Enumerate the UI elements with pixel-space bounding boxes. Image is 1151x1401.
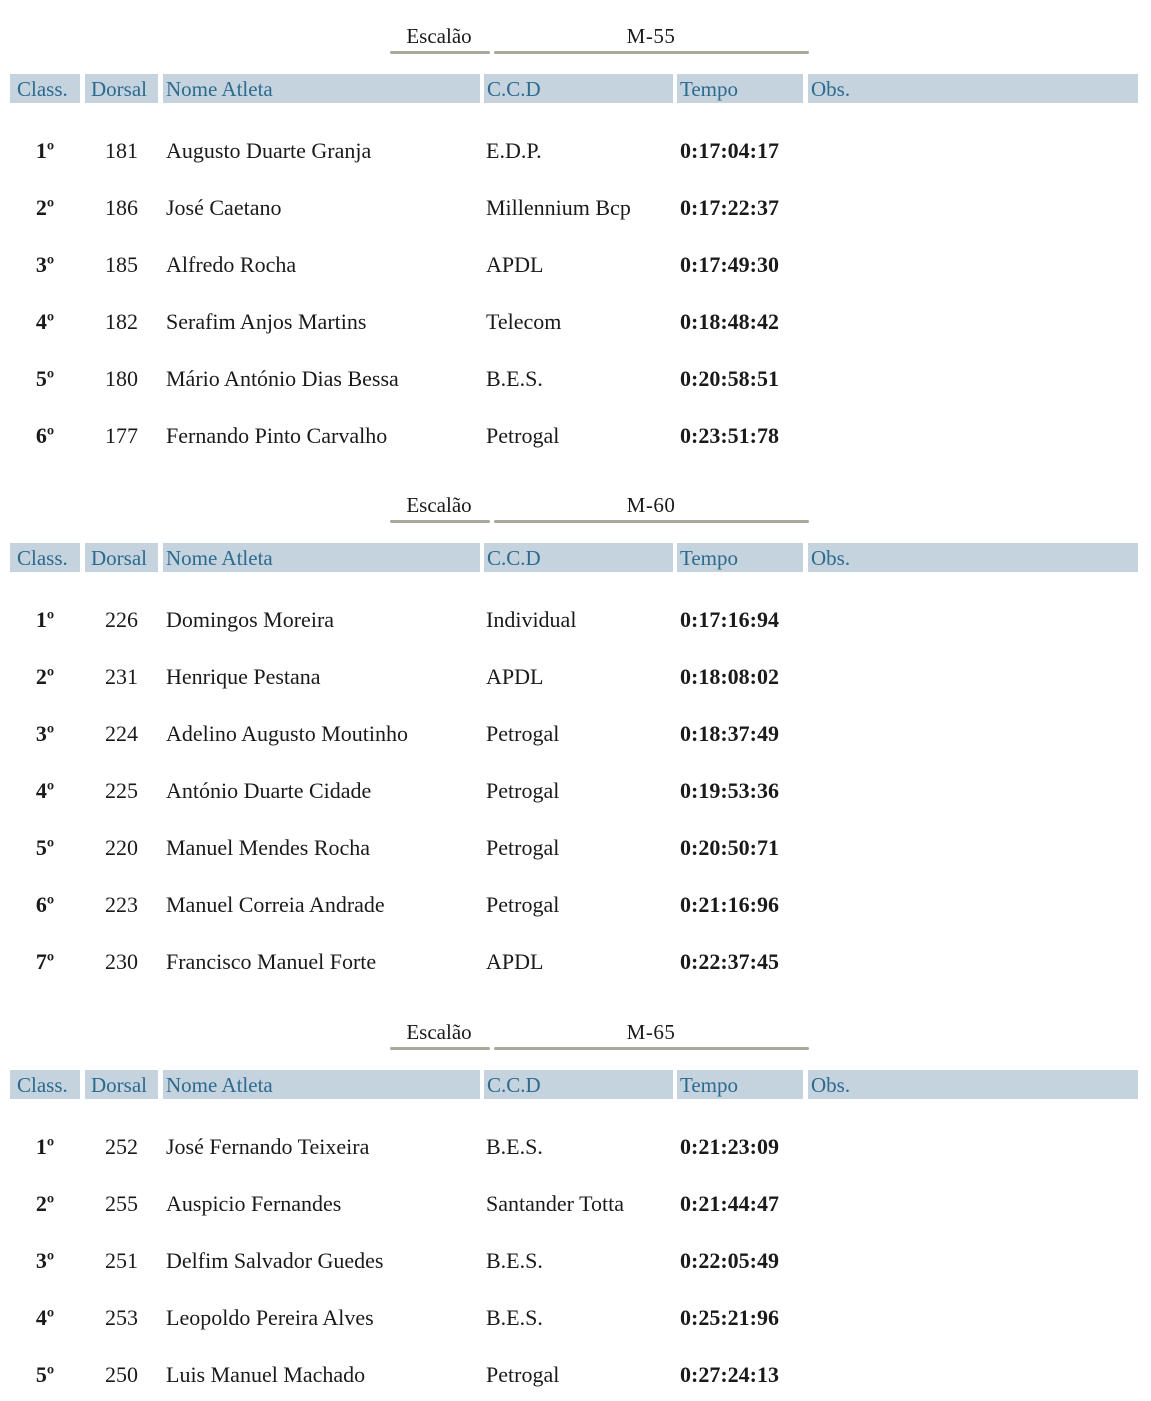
cell-dorsal: 185 xyxy=(105,252,138,277)
column-header-ccd: C.C.D xyxy=(484,74,673,103)
cell-class: 4º xyxy=(35,1305,55,1330)
cell-ccd: APDL xyxy=(486,949,544,974)
cell-class: 2º xyxy=(35,1191,55,1216)
cell-tempo: 0:21:23:09 xyxy=(680,1134,779,1159)
escalao-label: Escalão xyxy=(406,1020,472,1044)
table-row xyxy=(0,1127,1151,1167)
cell-tempo: 0:17:04:17 xyxy=(680,138,779,163)
cell-ccd: E.D.P. xyxy=(486,138,542,163)
escalao-underline xyxy=(494,520,809,523)
table-row xyxy=(0,1355,1151,1395)
cell-tempo: 0:23:51:78 xyxy=(680,423,779,448)
cell-ccd: APDL xyxy=(486,252,544,277)
cell-dorsal: 252 xyxy=(105,1134,138,1159)
cell-class: 7º xyxy=(35,949,55,974)
cell-dorsal: 226 xyxy=(105,607,138,632)
cell-dorsal: 186 xyxy=(105,195,138,220)
cell-tempo: 0:21:44:47 xyxy=(680,1191,779,1216)
cell-tempo: 0:17:49:30 xyxy=(680,252,779,277)
cell-nome: Francisco Manuel Forte xyxy=(166,949,377,974)
table-row xyxy=(0,188,1151,228)
table-row xyxy=(0,131,1151,171)
cell-nome: Manuel Mendes Rocha xyxy=(166,835,371,860)
escalao-underline xyxy=(390,520,490,523)
cell-class: 2º xyxy=(35,664,55,689)
table-row xyxy=(0,302,1151,342)
column-header-class: Class. xyxy=(10,543,80,572)
table-row xyxy=(0,600,1151,640)
table-row xyxy=(0,1184,1151,1224)
column-header-obs: Obs. xyxy=(808,543,1138,572)
cell-nome: Serafim Anjos Martins xyxy=(166,309,367,334)
escalao-value: M-65 xyxy=(626,1020,676,1044)
cell-tempo: 0:22:05:49 xyxy=(680,1248,779,1273)
column-header-tempo: Tempo xyxy=(677,543,803,572)
cell-nome: Domingos Moreira xyxy=(166,607,335,632)
cell-dorsal: 251 xyxy=(105,1248,138,1273)
cell-class: 3º xyxy=(35,721,55,746)
cell-nome: Luis Manuel Machado xyxy=(166,1362,366,1387)
column-header-tempo: Tempo xyxy=(677,1070,803,1099)
cell-class: 4º xyxy=(35,778,55,803)
cell-ccd: Petrogal xyxy=(486,835,560,860)
cell-ccd: Individual xyxy=(486,607,577,632)
cell-nome: Adelino Augusto Moutinho xyxy=(166,721,409,746)
cell-ccd: APDL xyxy=(486,664,544,689)
cell-tempo: 0:20:58:51 xyxy=(680,366,779,391)
table-row xyxy=(0,885,1151,925)
cell-dorsal: 225 xyxy=(105,778,138,803)
cell-class: 1º xyxy=(35,607,55,632)
cell-dorsal: 223 xyxy=(105,892,138,917)
column-header-ccd: C.C.D xyxy=(484,543,673,572)
table-row xyxy=(0,1241,1151,1281)
column-header-nome: Nome Atleta xyxy=(163,1070,480,1099)
cell-tempo: 0:17:16:94 xyxy=(680,607,779,632)
cell-nome: José Fernando Teixeira xyxy=(166,1134,370,1159)
cell-nome: Fernando Pinto Carvalho xyxy=(166,423,388,448)
cell-dorsal: 231 xyxy=(105,664,138,689)
cell-tempo: 0:22:37:45 xyxy=(680,949,779,974)
cell-tempo: 0:27:24:13 xyxy=(680,1362,779,1387)
cell-tempo: 0:18:37:49 xyxy=(680,721,779,746)
column-header-tempo: Tempo xyxy=(677,74,803,103)
cell-dorsal: 181 xyxy=(105,138,138,163)
cell-dorsal: 230 xyxy=(105,949,138,974)
cell-dorsal: 177 xyxy=(105,423,138,448)
cell-class: 5º xyxy=(35,835,55,860)
cell-dorsal: 220 xyxy=(105,835,138,860)
column-header-dorsal: Dorsal xyxy=(85,74,158,103)
table-row xyxy=(0,657,1151,697)
table-row xyxy=(0,416,1151,456)
cell-tempo: 0:17:22:37 xyxy=(680,195,779,220)
cell-class: 6º xyxy=(35,892,55,917)
cell-ccd: Petrogal xyxy=(486,892,560,917)
cell-nome: Augusto Duarte Granja xyxy=(166,138,372,163)
column-header-class: Class. xyxy=(10,74,80,103)
cell-class: 2º xyxy=(35,195,55,220)
table-row xyxy=(0,1298,1151,1338)
cell-ccd: Millennium Bcp xyxy=(486,195,631,220)
column-header-class: Class. xyxy=(10,1070,80,1099)
cell-class: 6º xyxy=(35,423,55,448)
cell-ccd: B.E.S. xyxy=(486,1305,543,1330)
column-header-obs: Obs. xyxy=(808,1070,1138,1099)
cell-dorsal: 250 xyxy=(105,1362,138,1387)
cell-nome: José Caetano xyxy=(166,195,282,220)
cell-nome: Delfim Salvador Guedes xyxy=(166,1248,384,1273)
cell-dorsal: 180 xyxy=(105,366,138,391)
table-row xyxy=(0,942,1151,982)
escalao-underline xyxy=(390,51,490,54)
column-header-dorsal: Dorsal xyxy=(85,543,158,572)
escalao-label: Escalão xyxy=(406,493,472,517)
cell-class: 5º xyxy=(35,1362,55,1387)
cell-nome: Henrique Pestana xyxy=(166,664,321,689)
table-row xyxy=(0,359,1151,399)
cell-dorsal: 182 xyxy=(105,309,138,334)
cell-class: 3º xyxy=(35,1248,55,1273)
cell-ccd: Telecom xyxy=(486,309,562,334)
cell-nome: Leopoldo Pereira Alves xyxy=(166,1305,374,1330)
column-header-nome: Nome Atleta xyxy=(163,543,480,572)
cell-ccd: Santander Totta xyxy=(486,1191,624,1216)
cell-nome: Manuel Correia Andrade xyxy=(166,892,385,917)
cell-class: 1º xyxy=(35,138,55,163)
cell-tempo: 0:19:53:36 xyxy=(680,778,779,803)
table-row xyxy=(0,771,1151,811)
cell-ccd: B.E.S. xyxy=(486,366,543,391)
cell-tempo: 0:21:16:96 xyxy=(680,892,779,917)
escalao-underline xyxy=(494,1047,809,1050)
escalao-value: M-55 xyxy=(626,24,676,48)
table-row xyxy=(0,828,1151,868)
cell-tempo: 0:18:08:02 xyxy=(680,664,779,689)
table-row xyxy=(0,714,1151,754)
cell-class: 5º xyxy=(35,366,55,391)
cell-nome: Auspicio Fernandes xyxy=(166,1191,342,1216)
cell-class: 4º xyxy=(35,309,55,334)
cell-dorsal: 253 xyxy=(105,1305,138,1330)
escalao-value: M-60 xyxy=(626,493,676,517)
cell-class: 1º xyxy=(35,1134,55,1159)
cell-tempo: 0:20:50:71 xyxy=(680,835,779,860)
cell-ccd: Petrogal xyxy=(486,721,560,746)
escalao-label: Escalão xyxy=(406,24,472,48)
cell-ccd: Petrogal xyxy=(486,1362,560,1387)
cell-dorsal: 224 xyxy=(105,721,138,746)
cell-ccd: B.E.S. xyxy=(486,1248,543,1273)
cell-ccd: B.E.S. xyxy=(486,1134,543,1159)
cell-ccd: Petrogal xyxy=(486,778,560,803)
cell-tempo: 0:18:48:42 xyxy=(680,309,779,334)
cell-dorsal: 255 xyxy=(105,1191,138,1216)
table-row xyxy=(0,245,1151,285)
cell-nome: Mário António Dias Bessa xyxy=(166,366,399,391)
cell-class: 3º xyxy=(35,252,55,277)
escalao-underline xyxy=(390,1047,490,1050)
column-header-obs: Obs. xyxy=(808,74,1138,103)
column-header-ccd: C.C.D xyxy=(484,1070,673,1099)
column-header-nome: Nome Atleta xyxy=(163,74,480,103)
cell-nome: Alfredo Rocha xyxy=(166,252,297,277)
cell-nome: António Duarte Cidade xyxy=(166,778,372,803)
cell-tempo: 0:25:21:96 xyxy=(680,1305,779,1330)
escalao-underline xyxy=(494,51,809,54)
cell-ccd: Petrogal xyxy=(486,423,560,448)
column-header-dorsal: Dorsal xyxy=(85,1070,158,1099)
